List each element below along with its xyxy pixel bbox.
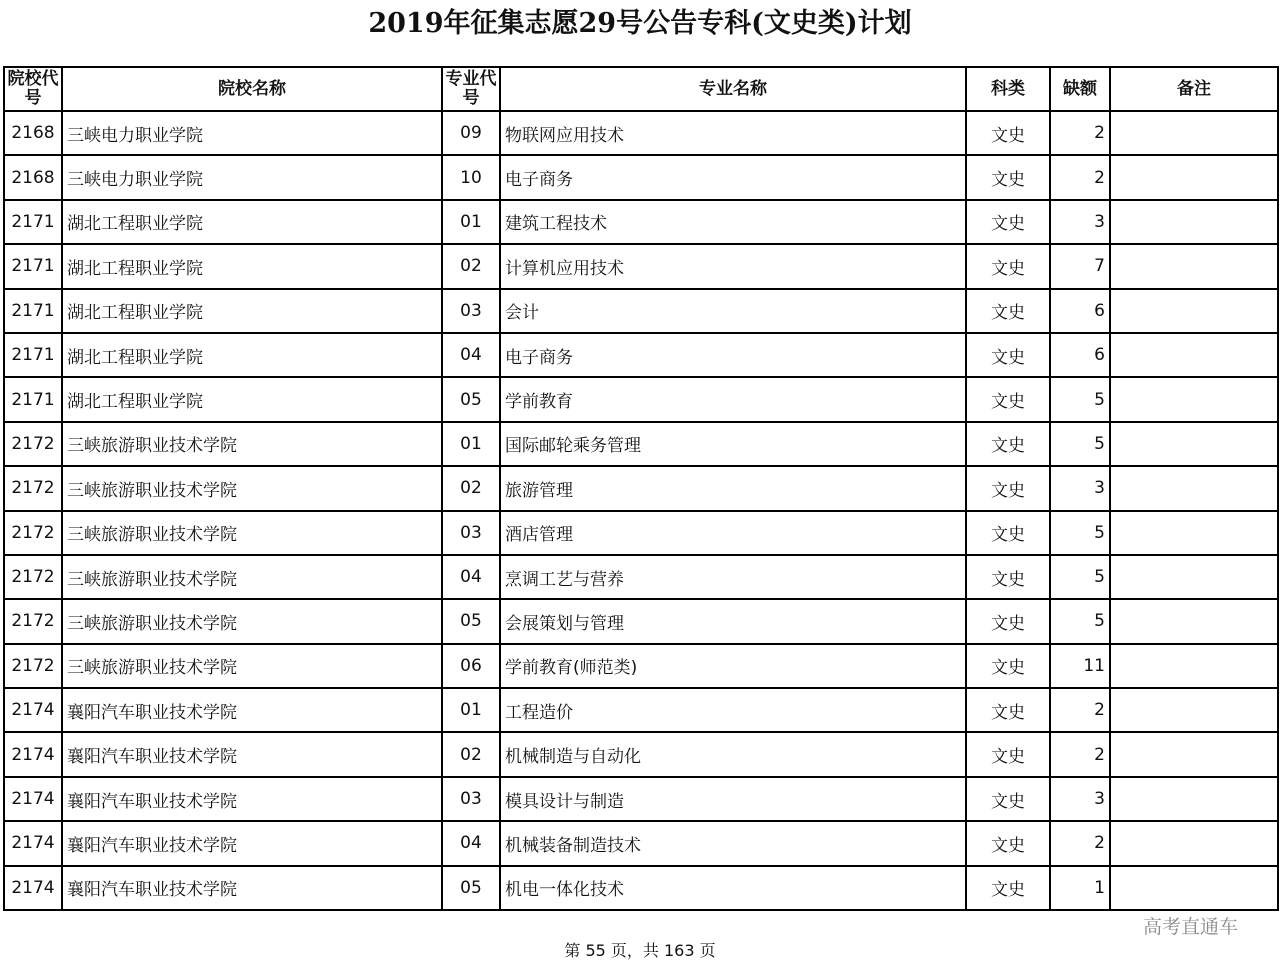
- header-note: 备注: [1110, 67, 1278, 111]
- table-row: [4, 688, 1278, 732]
- quota-cell: 2: [1050, 732, 1110, 776]
- school-name-cell: 三峡电力职业学院: [62, 111, 442, 155]
- quota-cell: 2: [1050, 111, 1110, 155]
- category-cell: 文史: [966, 511, 1050, 555]
- note-cell: [1110, 377, 1278, 421]
- major-name-cell: 旅游管理: [500, 466, 966, 510]
- school-name-cell: 湖北工程职业学院: [62, 200, 442, 244]
- school-name-cell: 襄阳汽车职业技术学院: [62, 732, 442, 776]
- major-code-cell: 05: [442, 866, 500, 910]
- major-code-cell: 02: [442, 466, 500, 510]
- table-row: [4, 377, 1278, 421]
- table-header-row: [4, 67, 1278, 111]
- major-name-cell: 会计: [500, 289, 966, 333]
- quota-cell: 5: [1050, 377, 1110, 421]
- table-row: [4, 644, 1278, 688]
- table-row: [4, 599, 1278, 643]
- major-code-cell: 05: [442, 599, 500, 643]
- category-cell: 文史: [966, 777, 1050, 821]
- major-name-cell: 物联网应用技术: [500, 111, 966, 155]
- school-code-cell: 2174: [4, 821, 62, 865]
- category-cell: 文史: [966, 866, 1050, 910]
- table-row: [4, 289, 1278, 333]
- category-cell: 文史: [966, 688, 1050, 732]
- quota-cell: 5: [1050, 555, 1110, 599]
- category-cell: 文史: [966, 555, 1050, 599]
- table-row: [4, 200, 1278, 244]
- quota-cell: 3: [1050, 466, 1110, 510]
- school-name-cell: 三峡旅游职业技术学院: [62, 599, 442, 643]
- category-cell: 文史: [966, 599, 1050, 643]
- quota-cell: 2: [1050, 688, 1110, 732]
- note-cell: [1110, 422, 1278, 466]
- note-cell: [1110, 155, 1278, 199]
- major-code-cell: 03: [442, 289, 500, 333]
- quota-cell: 11: [1050, 644, 1110, 688]
- major-code-cell: 06: [442, 644, 500, 688]
- major-name-cell: 机械装备制造技术: [500, 821, 966, 865]
- major-code-cell: 09: [442, 111, 500, 155]
- note-cell: [1110, 732, 1278, 776]
- school-name-cell: 湖北工程职业学院: [62, 377, 442, 421]
- major-name-cell: 会展策划与管理: [500, 599, 966, 643]
- note-cell: [1110, 466, 1278, 510]
- quota-cell: 2: [1050, 821, 1110, 865]
- major-name-cell: 学前教育(师范类): [500, 644, 966, 688]
- school-name-cell: 三峡旅游职业技术学院: [62, 422, 442, 466]
- note-cell: [1110, 200, 1278, 244]
- school-name-cell: 襄阳汽车职业技术学院: [62, 821, 442, 865]
- major-name-cell: 烹调工艺与营养: [500, 555, 966, 599]
- watermark: 高考直通车: [1143, 916, 1239, 938]
- note-cell: [1110, 777, 1278, 821]
- table-row: [4, 777, 1278, 821]
- school-code-cell: 2171: [4, 289, 62, 333]
- header-major-code: 专业代号: [442, 67, 500, 111]
- category-cell: 文史: [966, 289, 1050, 333]
- major-code-cell: 05: [442, 377, 500, 421]
- header-major-name: 专业名称: [500, 67, 966, 111]
- table-row: [4, 555, 1278, 599]
- school-name-cell: 襄阳汽车职业技术学院: [62, 688, 442, 732]
- school-code-cell: 2172: [4, 644, 62, 688]
- note-cell: [1110, 244, 1278, 288]
- table-row: [4, 511, 1278, 555]
- category-cell: 文史: [966, 732, 1050, 776]
- school-name-cell: 湖北工程职业学院: [62, 244, 442, 288]
- major-name-cell: 模具设计与制造: [500, 777, 966, 821]
- category-cell: 文史: [966, 155, 1050, 199]
- note-cell: [1110, 555, 1278, 599]
- quota-cell: 6: [1050, 333, 1110, 377]
- major-code-cell: 03: [442, 511, 500, 555]
- category-cell: 文史: [966, 644, 1050, 688]
- school-code-cell: 2172: [4, 511, 62, 555]
- school-code-cell: 2172: [4, 555, 62, 599]
- major-code-cell: 04: [442, 333, 500, 377]
- table-row: [4, 732, 1278, 776]
- major-name-cell: 机电一体化技术: [500, 866, 966, 910]
- header-school-code: 院校代号: [4, 67, 62, 111]
- major-name-cell: 机械制造与自动化: [500, 732, 966, 776]
- table-row: [4, 422, 1278, 466]
- plan-table: [3, 66, 1279, 911]
- page-footer: 第 55 页，共 163 页: [564, 941, 716, 960]
- major-name-cell: 建筑工程技术: [500, 200, 966, 244]
- table-row: [4, 333, 1278, 377]
- quota-cell: 7: [1050, 244, 1110, 288]
- table-row: [4, 244, 1278, 288]
- header-school-name: 院校名称: [62, 67, 442, 111]
- major-name-cell: 学前教育: [500, 377, 966, 421]
- note-cell: [1110, 333, 1278, 377]
- note-cell: [1110, 599, 1278, 643]
- school-code-cell: 2174: [4, 688, 62, 732]
- major-name-cell: 电子商务: [500, 155, 966, 199]
- school-code-cell: 2168: [4, 111, 62, 155]
- school-name-cell: 三峡旅游职业技术学院: [62, 511, 442, 555]
- major-name-cell: 工程造价: [500, 688, 966, 732]
- category-cell: 文史: [966, 821, 1050, 865]
- table-row: [4, 821, 1278, 865]
- note-cell: [1110, 866, 1278, 910]
- school-code-cell: 2172: [4, 466, 62, 510]
- category-cell: 文史: [966, 244, 1050, 288]
- header-quota: 缺额: [1050, 67, 1110, 111]
- category-cell: 文史: [966, 333, 1050, 377]
- major-code-cell: 02: [442, 732, 500, 776]
- school-name-cell: 三峡旅游职业技术学院: [62, 555, 442, 599]
- school-code-cell: 2168: [4, 155, 62, 199]
- major-name-cell: 酒店管理: [500, 511, 966, 555]
- category-cell: 文史: [966, 200, 1050, 244]
- school-code-cell: 2174: [4, 866, 62, 910]
- school-code-cell: 2172: [4, 599, 62, 643]
- school-code-cell: 2174: [4, 732, 62, 776]
- school-name-cell: 襄阳汽车职业技术学院: [62, 866, 442, 910]
- school-name-cell: 湖北工程职业学院: [62, 333, 442, 377]
- quota-cell: 2: [1050, 155, 1110, 199]
- major-code-cell: 03: [442, 777, 500, 821]
- quota-cell: 6: [1050, 289, 1110, 333]
- major-code-cell: 01: [442, 422, 500, 466]
- major-name-cell: 国际邮轮乘务管理: [500, 422, 966, 466]
- major-code-cell: 10: [442, 155, 500, 199]
- note-cell: [1110, 821, 1278, 865]
- note-cell: [1110, 644, 1278, 688]
- school-code-cell: 2171: [4, 377, 62, 421]
- major-code-cell: 02: [442, 244, 500, 288]
- school-name-cell: 三峡旅游职业技术学院: [62, 466, 442, 510]
- school-code-cell: 2171: [4, 333, 62, 377]
- header-category: 科类: [966, 67, 1050, 111]
- category-cell: 文史: [966, 111, 1050, 155]
- note-cell: [1110, 688, 1278, 732]
- category-cell: 文史: [966, 377, 1050, 421]
- school-name-cell: 三峡电力职业学院: [62, 155, 442, 199]
- quota-cell: 5: [1050, 422, 1110, 466]
- quota-cell: 3: [1050, 777, 1110, 821]
- table-row: [4, 466, 1278, 510]
- school-name-cell: 湖北工程职业学院: [62, 289, 442, 333]
- note-cell: [1110, 111, 1278, 155]
- page-title: 2019年征集志愿29号公告专科(文史类)计划: [368, 8, 912, 39]
- major-code-cell: 04: [442, 555, 500, 599]
- major-name-cell: 电子商务: [500, 333, 966, 377]
- school-code-cell: 2172: [4, 422, 62, 466]
- major-code-cell: 01: [442, 200, 500, 244]
- quota-cell: 5: [1050, 511, 1110, 555]
- category-cell: 文史: [966, 466, 1050, 510]
- school-code-cell: 2174: [4, 777, 62, 821]
- quota-cell: 1: [1050, 866, 1110, 910]
- quota-cell: 5: [1050, 599, 1110, 643]
- table-row: [4, 866, 1278, 910]
- major-code-cell: 01: [442, 688, 500, 732]
- school-name-cell: 襄阳汽车职业技术学院: [62, 777, 442, 821]
- school-name-cell: 三峡旅游职业技术学院: [62, 644, 442, 688]
- table-row: [4, 155, 1278, 199]
- major-code-cell: 04: [442, 821, 500, 865]
- category-cell: 文史: [966, 422, 1050, 466]
- note-cell: [1110, 289, 1278, 333]
- school-code-cell: 2171: [4, 200, 62, 244]
- quota-cell: 3: [1050, 200, 1110, 244]
- major-name-cell: 计算机应用技术: [500, 244, 966, 288]
- table-row: [4, 111, 1278, 155]
- note-cell: [1110, 511, 1278, 555]
- school-code-cell: 2171: [4, 244, 62, 288]
